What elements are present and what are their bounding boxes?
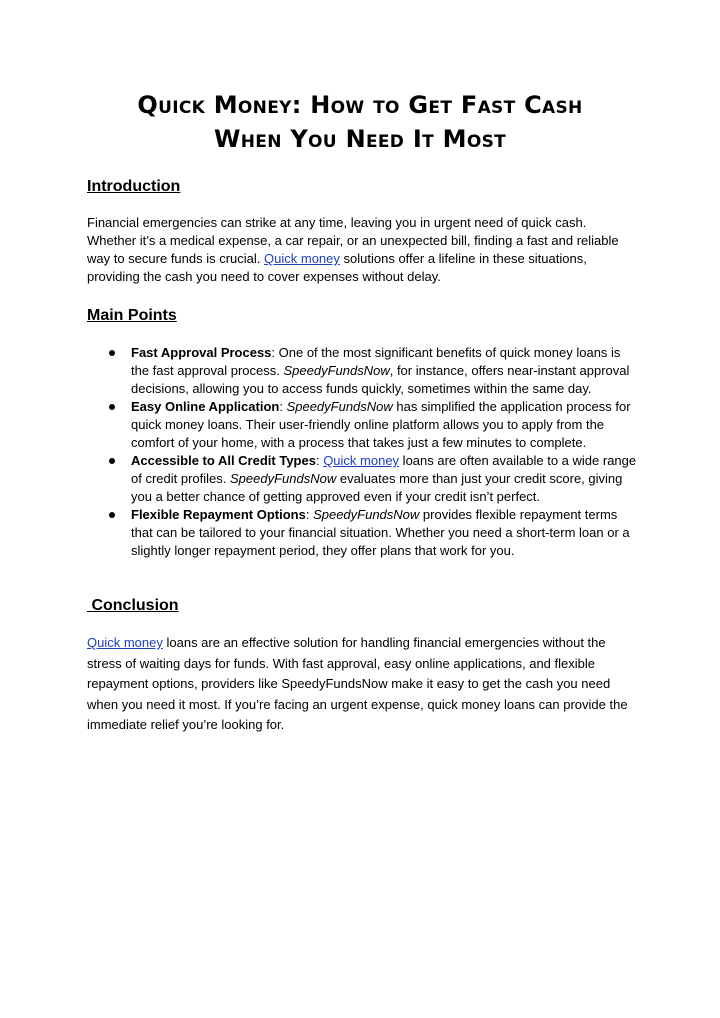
list-item (131, 506, 641, 560)
conclusion-heading: Conclusion (87, 597, 179, 614)
point-label: Fast Approval Process (131, 345, 272, 360)
conclusion-paragraph (87, 633, 637, 736)
brand-name: SpeedyFundsNow (313, 507, 420, 522)
list-item (131, 452, 641, 506)
point-label: Easy Online Application (131, 399, 280, 414)
main-points-list (131, 344, 641, 560)
bullet-icon (109, 404, 115, 410)
quick-money-link[interactable]: Quick money (87, 635, 163, 650)
brand-name: SpeedyFundsNow (286, 399, 393, 414)
point-text: , for instance, offers near-instant approval decisions, allowing you to access funds quickly, sometimes within the same day. (131, 363, 630, 396)
introduction-text-end: solutions offer a lifeline in these situations, providing the cash you need to cover expenses without delay. (87, 251, 587, 284)
point-text: provides flexible repayment terms that can be tailored to your financial situation. Whether you need a short-term loan or a slightly longer repayment period, they offer plans that work for you. (131, 507, 630, 558)
introduction-text-start: Financial emergencies can strike at any time, leaving you in urgent need of quick cash. Whether it’s a medical expense, a car repair, or an unexpected bill, finding a fast and reliable way to secure funds is crucial. (87, 215, 619, 266)
introduction-paragraph (87, 214, 637, 286)
label-separator: : (279, 399, 287, 414)
label-separator: : (315, 453, 324, 468)
point-text: evaluates more than just your credit score, giving you a better chance of getting approved even if your credit isn’t perfect. (131, 471, 623, 504)
bullet-icon (109, 512, 115, 518)
label-separator: : (305, 507, 314, 522)
bullet-icon (109, 350, 115, 356)
list-item (131, 344, 641, 398)
page-title (60, 88, 660, 156)
point-text: loans are often available to a wide range of credit profiles. (131, 453, 637, 486)
brand-name: SpeedyFundsNow (283, 363, 390, 378)
point-text: One of the most significant benefits of quick money loans is the fast approval process. (131, 345, 621, 378)
introduction-heading: Introduction (87, 178, 181, 195)
bullet-icon (109, 458, 115, 464)
page-title-line-2: When You Need It Most (213, 125, 507, 153)
page-title-line-1: Quick Money: How to Get Fast Cash (137, 91, 583, 119)
label-separator: : (271, 345, 279, 360)
list-item (131, 398, 641, 452)
point-label: Accessible to All Credit Types (131, 453, 316, 468)
point-label: Flexible Repayment Options (131, 507, 306, 522)
brand-name: SpeedyFundsNow (230, 471, 337, 486)
main-points-heading: Main Points (87, 307, 177, 324)
point-text: has simplified the application process for quick money loans. Their user-friendly online platform allows you to apply from the comfort of your home, with a process that takes just a few minutes to complete. (131, 399, 631, 450)
conclusion-text: loans are an effective solution for handling financial emergencies without the stress of waiting days for funds. With fast approval, easy online applications, and flexible repayment options, providers like SpeedyFundsNow make it easy to get the cash you need when you need it most. If you’re facing an urgent expense, quick money loans can provide the immediate relief you’re looking for. (87, 635, 628, 732)
quick-money-link[interactable]: Quick money (264, 251, 340, 266)
quick-money-link[interactable]: Quick money (323, 453, 400, 468)
